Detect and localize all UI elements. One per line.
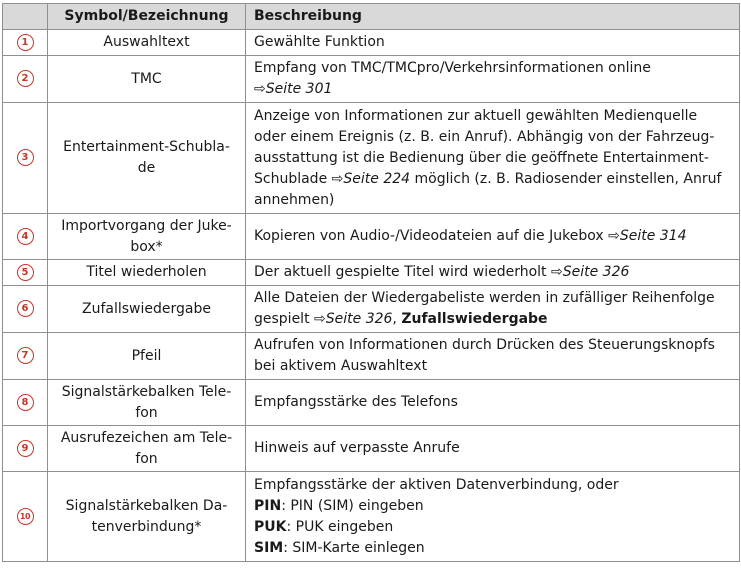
symbol-text-line2: box* [130,238,163,255]
table-row [3,260,740,286]
description-text: Empfangsstärke der aktiven Datenverbindung, oder [254,476,619,493]
sim-key: SIM [254,539,284,556]
number-marker: 7 [17,347,34,364]
symbol-cell: Auswahltext [48,30,246,56]
page-ref-arrow-icon: ⇨ [551,264,563,280]
row-number-cell [3,380,48,426]
description-cell [246,260,740,286]
bold-term: Zufallswiedergabe [401,311,548,327]
number-marker: 2 [17,70,34,87]
page-ref-arrow-icon: ⇨ [331,170,344,187]
page-reference[interactable]: Seite 301 [265,81,333,97]
symbol-cell: Titel wiederholen [48,260,246,286]
description-cell [246,214,740,260]
row-number-cell [3,103,48,214]
description-cell [246,103,740,214]
symbol-text-line1: Entertainment-Schubla- [63,139,230,155]
symbol-cell: Zufallswiedergabe [48,286,246,333]
description-cell [246,472,740,562]
symbol-cell [48,426,246,472]
page-reference[interactable]: Seite 224 [343,170,411,187]
page-ref-arrow-icon: ⇨ [254,81,266,97]
table-header-row [3,4,740,30]
symbol-text-line1: Signalstärkebalken Tele- [61,383,232,400]
number-marker: 3 [17,149,34,166]
number-marker: 4 [17,228,34,245]
symbol-text-line2: tenverbindung* [91,518,202,535]
table-row [3,56,740,103]
table-row [3,333,740,380]
symbol-text-line1: Signalstärkebalken Da- [65,497,228,514]
symbol-cell [48,103,246,214]
page-ref-arrow-icon: ⇨ [314,311,326,327]
symbol-text-line1: Ausrufezeichen am Tele- [60,429,233,446]
symbol-cell [48,214,246,260]
header-symbol: Symbol/Bezeichnung [48,4,246,30]
row-number-cell [3,333,48,380]
description-text-cont: möglich (z. B. Radiosender einstellen, Anruf annehmen) [254,170,722,208]
row-number-cell [3,56,48,103]
number-marker: 8 [17,394,34,411]
table-row [3,103,740,214]
description-text: Anzeige von Informationen zur aktuell gewählten Medienquelle oder einem Ereignis (z. B. ein Anruf). Abhängig von der Fahrzeug-ausstattung ist die Bedienung über die geöffnete Entertainment-Schublade [254,107,715,187]
description-cell [246,56,740,103]
description-cell: Aufrufen von Informationen durch Drücken des Steuerungsknopfs bei aktivem Auswahltext [246,333,740,380]
page-reference[interactable]: Seite 326 [325,311,393,327]
table-row [3,30,740,56]
row-number-cell [3,30,48,56]
symbol-cell: TMC [48,56,246,103]
row-number-cell [3,286,48,333]
symbol-text-line2: fon [135,404,158,421]
description-cell: Hinweis auf verpasste Anrufe [246,426,740,472]
table-row [3,214,740,260]
row-number-cell [3,472,48,562]
page-reference[interactable]: Seite 314 [619,228,687,244]
row-number-cell [3,426,48,472]
symbol-cell: Pfeil [48,333,246,380]
puk-value: : PUK eingeben [286,518,394,535]
number-marker: 6 [17,300,34,317]
description-cell: Alle Dateien der Wiedergabeliste werden in zufälliger Reihenfolge gespielt ⇨Seite 326, Zufallswiedergabe [246,286,740,333]
description-cell: Gewählte Funktion [246,30,740,56]
sim-value: : SIM-Karte einlegen [283,539,425,556]
symbol-text-line1: Importvorgang der Juke- [61,217,232,234]
table-row [3,426,740,472]
description-text: Kopieren von Audio-/Videodateien auf die Jukebox [254,228,604,244]
number-marker: 5 [17,264,34,281]
number-marker: 9 [17,440,34,457]
symbol-table [2,3,740,562]
table-row [3,286,740,333]
symbol-cell [48,380,246,426]
header-number [3,4,48,30]
header-description: Beschreibung [246,4,740,30]
number-marker: 1 [17,34,34,51]
description-cell: Empfangsstärke des Telefons [246,380,740,426]
symbol-text-line2: de [137,160,156,176]
pin-key: PIN [254,497,282,514]
row-number-cell [3,214,48,260]
table-row [3,472,740,562]
symbol-cell [48,472,246,562]
description-text: Empfang von TMC/TMCpro/Verkehrsinformationen online [254,60,651,76]
pin-value: : PIN (SIM) eingeben [281,497,424,514]
page-ref-arrow-icon: ⇨ [608,228,620,244]
puk-key: PUK [254,518,287,535]
description-text: Der aktuell gespielte Titel wird wiederholt [254,264,547,280]
symbol-text-line2: fon [135,450,158,467]
row-number-cell [3,260,48,286]
number-marker: 10 [17,508,34,525]
table-row [3,380,740,426]
description-text: Alle Dateien der Wiedergabeliste werden in zufälliger Reihenfolge gespielt [254,290,715,327]
page-reference[interactable]: Seite 326 [562,264,630,280]
